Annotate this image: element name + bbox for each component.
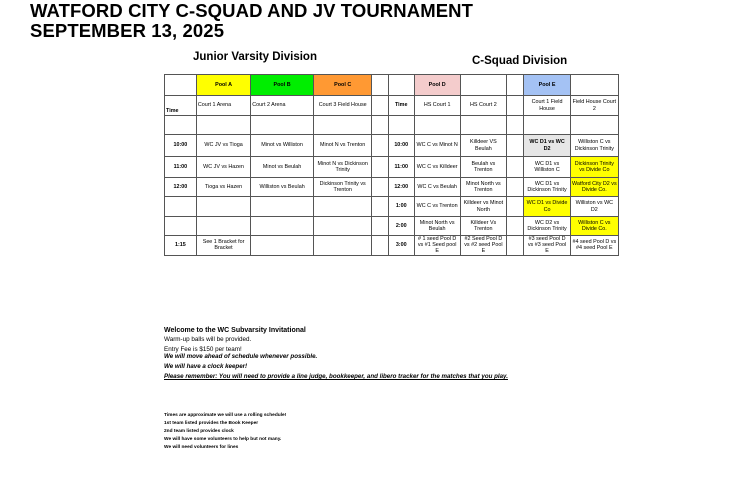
pool-d-court2-match: Killdeer VS Beulah bbox=[460, 135, 506, 157]
spacer-row bbox=[165, 116, 619, 135]
c-time-cell: 12:00 bbox=[388, 178, 414, 197]
pool-c-match bbox=[313, 217, 372, 236]
pool-e-court2-match: Williston C vs Divide Co. bbox=[570, 217, 618, 236]
blank-cell bbox=[506, 75, 523, 96]
table-row bbox=[165, 217, 619, 236]
pool-c-match: Minot N vs Dickinson Trinity bbox=[313, 157, 372, 178]
jv-time-cell: 11:00 bbox=[165, 157, 197, 178]
pool-a-label: Pool A bbox=[196, 75, 250, 96]
jv-time-cell: 10:00 bbox=[165, 135, 197, 157]
jv-time-cell: 12:00 bbox=[165, 178, 197, 197]
tournament-date: SEPTEMBER 13, 2025 bbox=[30, 20, 225, 41]
blank-cell bbox=[506, 178, 523, 197]
reminder-note: Please remember: You will need to provide a line judge, bookkeeper, and libero tracker for the matches that you play. bbox=[164, 373, 508, 380]
pool-a-match: See 1 Bracket for Bracket bbox=[196, 236, 250, 256]
tournament-title: WATFORD CITY C-SQUAD AND JV TOURNAMENT bbox=[30, 0, 474, 21]
welcome-heading: Welcome to the WC Subvarsity Invitational bbox=[164, 327, 306, 334]
pool-d-court1-match: WC C vs Killdeer bbox=[414, 157, 460, 178]
c-time-cell: 11:00 bbox=[388, 157, 414, 178]
blank-cell bbox=[388, 75, 414, 96]
pool-d-court2-match: #2 Seed Pool D vs #2 seed Pool E bbox=[460, 236, 506, 256]
footnote: We will have some volunteers to help but not many. bbox=[164, 437, 282, 442]
pool-e-court2-match: #4 seed Pool D vs #4 seed Pool E bbox=[570, 236, 618, 256]
jv-time-cell: 1:15 bbox=[165, 236, 197, 256]
fieldhouse-court2-header: Field House Court 2 bbox=[570, 96, 618, 116]
table-row bbox=[165, 157, 619, 178]
hs-court2-header: HS Court 2 bbox=[460, 96, 506, 116]
pool-e-court1-match: WC D1 vs Divide Co bbox=[524, 197, 570, 217]
pool-row bbox=[165, 75, 619, 96]
pool-e-label: Pool E bbox=[524, 75, 570, 96]
blank-cell bbox=[506, 197, 523, 217]
pool-e-court1-match: WC D1 vs Dickinson Trinity bbox=[524, 178, 570, 197]
jv-time-cell bbox=[165, 197, 197, 217]
jv-division-heading: Junior Varsity Division bbox=[193, 51, 317, 63]
c-time-cell: 10:00 bbox=[388, 135, 414, 157]
footnote: We will need volunteers for lines bbox=[164, 445, 239, 450]
footnote: Times are approximate we will use a rolling schedule! bbox=[164, 413, 287, 418]
table-row bbox=[165, 135, 619, 157]
pool-c-match bbox=[313, 236, 372, 256]
blank-cell bbox=[372, 217, 388, 236]
table-row bbox=[165, 197, 619, 217]
table-row bbox=[165, 178, 619, 197]
court3-header: Court 3 Field House bbox=[313, 96, 372, 116]
pool-b-match bbox=[251, 236, 314, 256]
pool-a-match: WC JV vs Tioga bbox=[196, 135, 250, 157]
court2-arena-header: Court 2 Arena bbox=[251, 96, 314, 116]
hs-court1-header: HS Court 1 bbox=[414, 96, 460, 116]
pool-c-label: Pool C bbox=[313, 75, 372, 96]
pool-a-match: WC JV vs Hazen bbox=[196, 157, 250, 178]
c-time-cell: 3:00 bbox=[388, 236, 414, 256]
jv-time-cell bbox=[165, 217, 197, 236]
blank-cell bbox=[460, 75, 506, 96]
blank-cell bbox=[372, 197, 388, 217]
pool-b-match bbox=[251, 197, 314, 217]
court1-fieldhouse-header: Court 1 Field House bbox=[524, 96, 570, 116]
blank-cell bbox=[372, 135, 388, 157]
time-header-jv: Time bbox=[165, 96, 197, 116]
pool-d-court1-match: WC C vs Trenton bbox=[414, 197, 460, 217]
pool-d-label: Pool D bbox=[414, 75, 460, 96]
blank-cell bbox=[165, 75, 197, 96]
time-header-c: Time bbox=[388, 96, 414, 116]
c-time-cell: 1:00 bbox=[388, 197, 414, 217]
blank-cell bbox=[372, 157, 388, 178]
blank-cell bbox=[506, 236, 523, 256]
blank-cell bbox=[372, 75, 388, 96]
pool-c-match: Dickinson Trinity vs Trenton bbox=[313, 178, 372, 197]
pool-a-match bbox=[196, 217, 250, 236]
blank-cell bbox=[570, 75, 618, 96]
blank-cell bbox=[506, 217, 523, 236]
pool-e-court1-match: WC D1 vs Williston C bbox=[524, 157, 570, 178]
c-time-cell: 2:00 bbox=[388, 217, 414, 236]
schedule-note: We will move ahead of schedule whenever possible. bbox=[164, 353, 318, 360]
footnote: 2nd team listed provides clock bbox=[164, 429, 234, 434]
blank-cell bbox=[506, 157, 523, 178]
blank-cell bbox=[372, 236, 388, 256]
pool-d-court1-match: WC C vs Beulah bbox=[414, 178, 460, 197]
pool-e-court1-match: WC D1 vs WC D2 bbox=[524, 135, 570, 157]
pool-e-court2-match: Dickinson Trinity vs Divide Co bbox=[570, 157, 618, 178]
clock-keeper-note: We will have a clock keeper! bbox=[164, 363, 248, 370]
pool-d-court2-match: Killdeer Vs Trenton bbox=[460, 217, 506, 236]
pool-d-court2-match: Minot North vs Trenton bbox=[460, 178, 506, 197]
pool-e-court1-match: #3 seed Pool D vs #3 seed Pool E bbox=[524, 236, 570, 256]
pool-b-match bbox=[251, 217, 314, 236]
pool-e-court1-match: WC D2 vs Dickinson Trinity bbox=[524, 217, 570, 236]
footnote: 1st team listed provides the Book Keeper bbox=[164, 421, 259, 426]
court1-arena-header: Court 1 Arena bbox=[196, 96, 250, 116]
pool-c-match bbox=[313, 197, 372, 217]
pool-d-court2-match: Killdeer vs Minot North bbox=[460, 197, 506, 217]
entry-fee-note: Entry Fee is $150 per team! bbox=[164, 346, 242, 353]
pool-d-court2-match: Beulah vs Trenton bbox=[460, 157, 506, 178]
court-header-row bbox=[165, 96, 619, 116]
blank-cell bbox=[506, 135, 523, 157]
warmup-note: Warm-up balls will be provided. bbox=[164, 336, 252, 343]
blank-cell bbox=[372, 178, 388, 197]
table-row bbox=[165, 236, 619, 256]
pool-b-match: Williston vs Beulah bbox=[251, 178, 314, 197]
pool-d-court1-match: # 1 seed Pool D vs #1 Seed pool E bbox=[414, 236, 460, 256]
c-squad-division-heading: C-Squad Division bbox=[472, 55, 568, 67]
pool-b-match: Minot vs Beulah bbox=[251, 157, 314, 178]
pool-d-court1-match: WC C vs Minot N bbox=[414, 135, 460, 157]
pool-c-match: Minot N vs Trenton bbox=[313, 135, 372, 157]
blank-cell bbox=[372, 96, 388, 116]
pool-d-court1-match: Minot North vs Beulah bbox=[414, 217, 460, 236]
schedule-table bbox=[164, 74, 619, 256]
pool-e-court2-match: Watford City D2 vs Divide Co. bbox=[570, 178, 618, 197]
pool-a-match: Tioga vs Hazen bbox=[196, 178, 250, 197]
pool-e-court2-match: Williston vs WC D2 bbox=[570, 197, 618, 217]
pool-a-match bbox=[196, 197, 250, 217]
pool-e-court2-match: Williston C vs Dickinson Trinity bbox=[570, 135, 618, 157]
pool-b-label: Pool B bbox=[251, 75, 314, 96]
pool-b-match: Minot vs Williston bbox=[251, 135, 314, 157]
blank-cell bbox=[506, 96, 523, 116]
